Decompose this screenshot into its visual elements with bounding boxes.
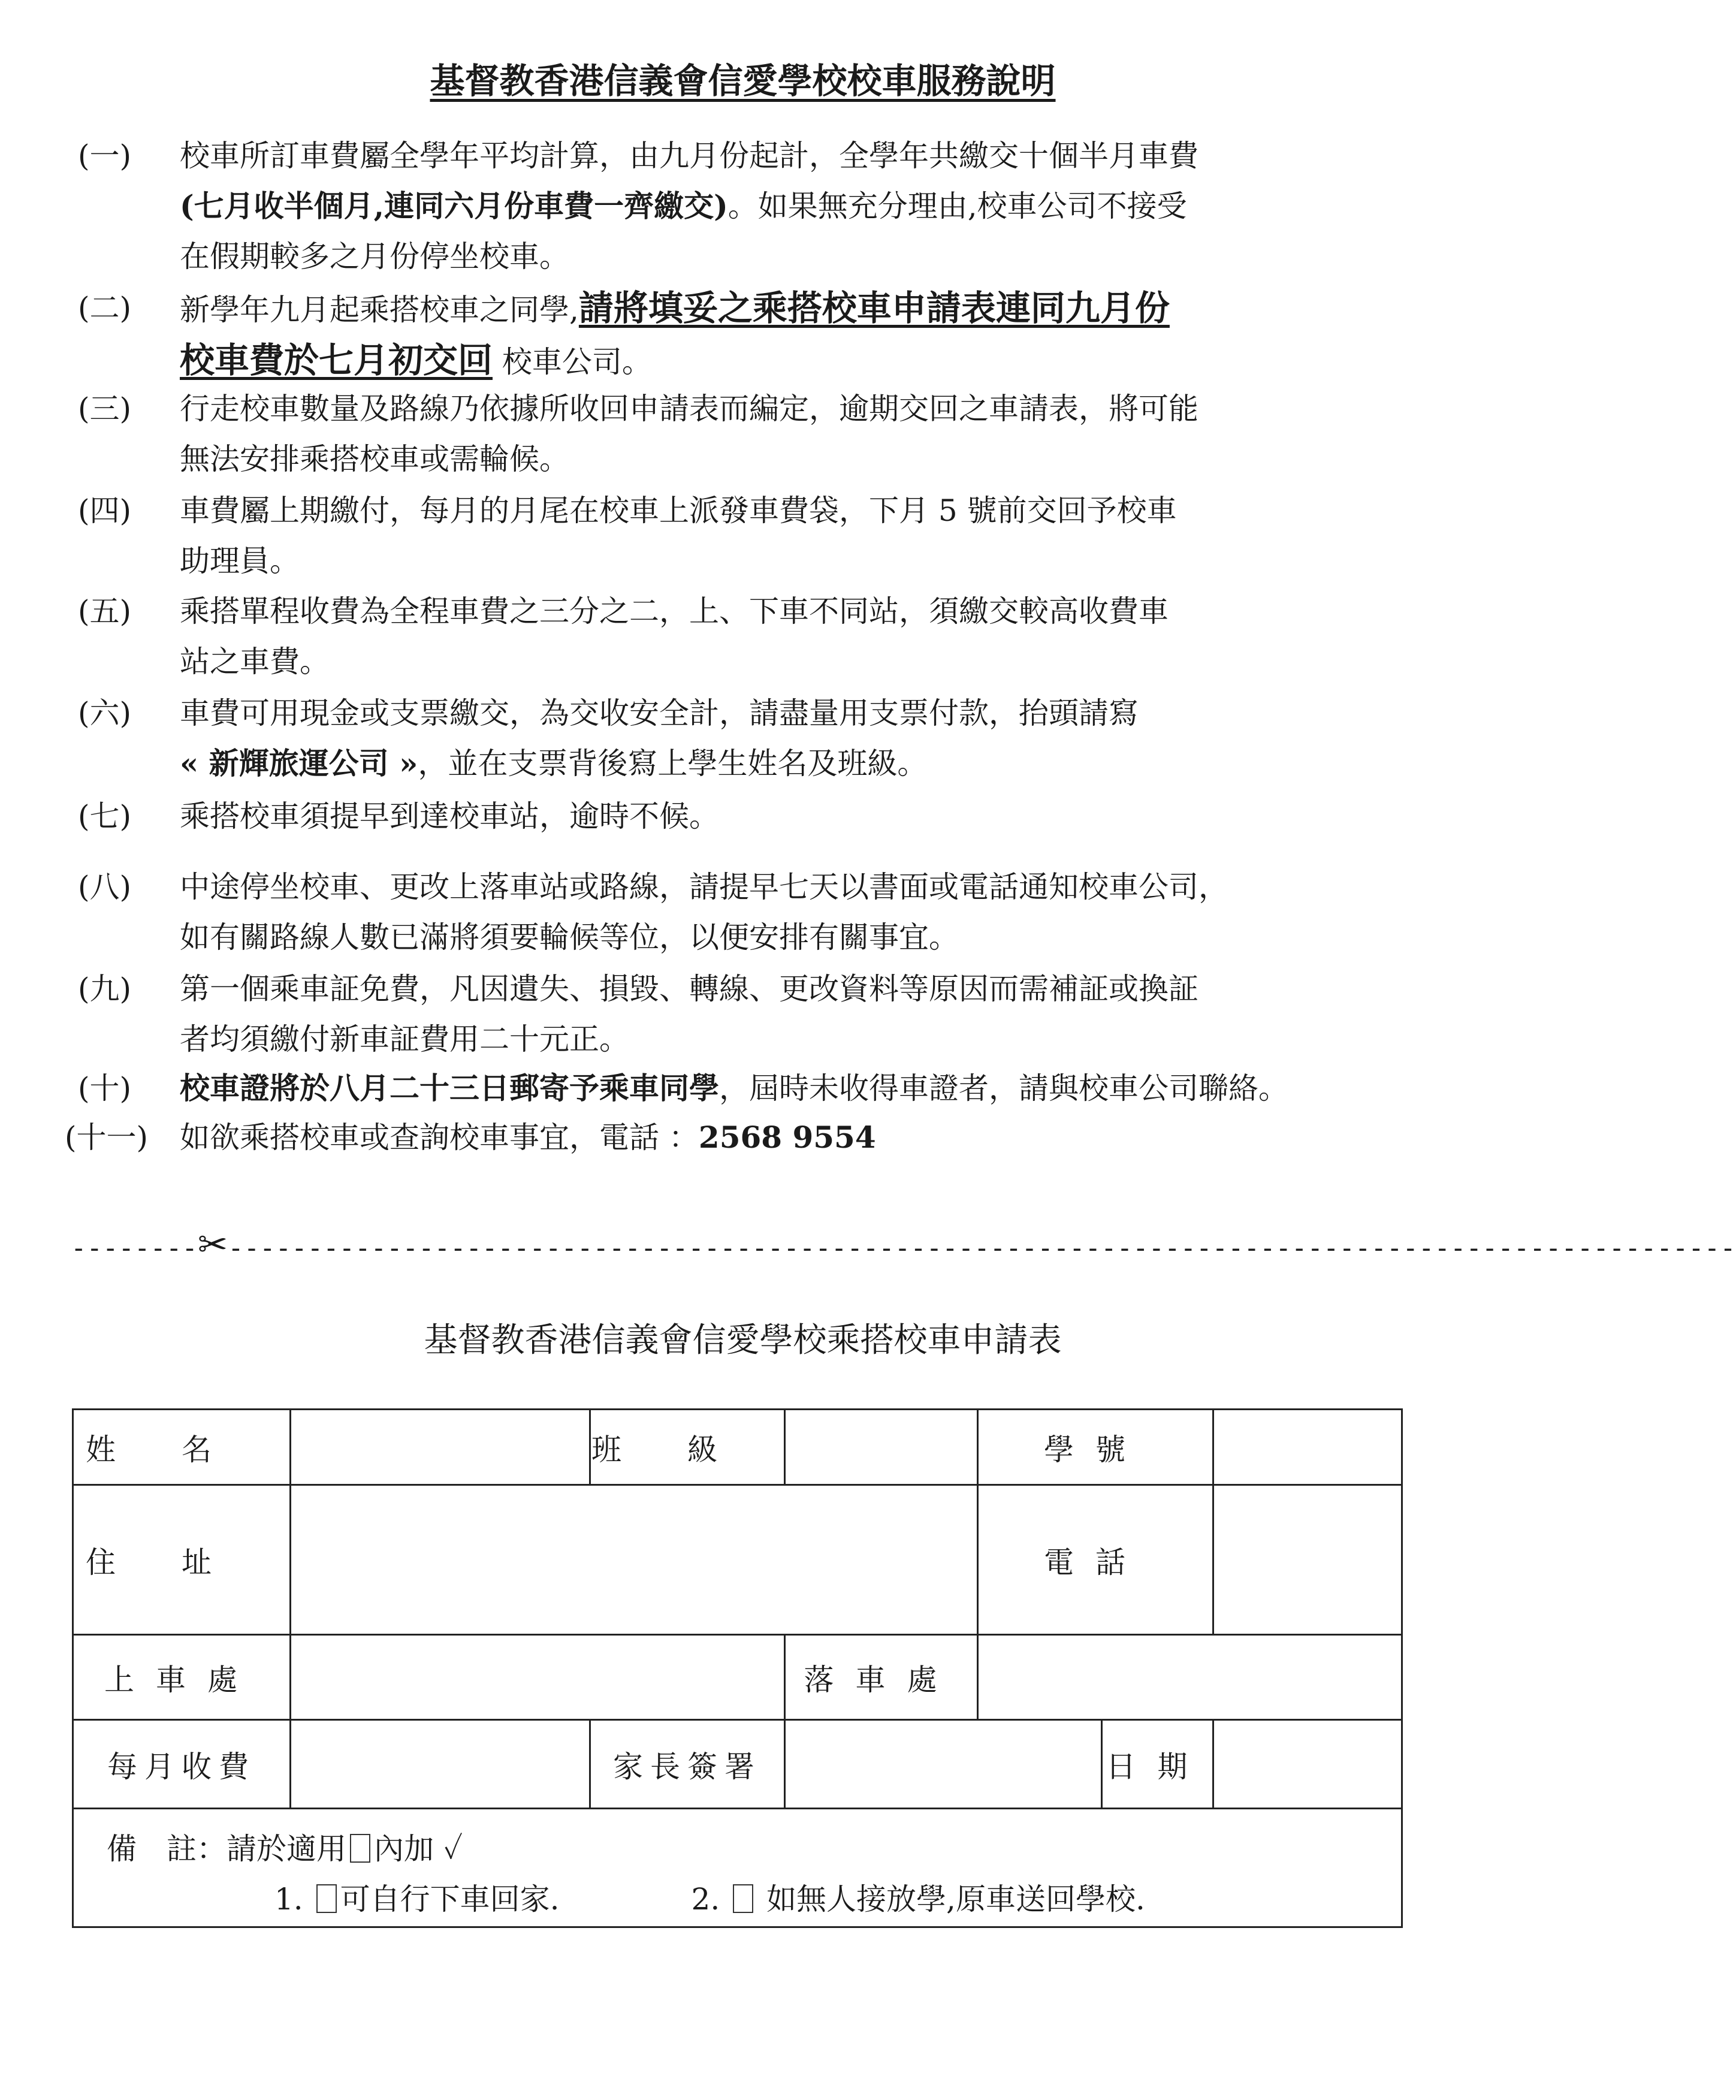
term-segment: 。如果無充分理由,校車公司不接受 xyxy=(727,189,1187,224)
form-title: 基督教香港信義會信愛學校乘搭校車申請表 xyxy=(424,1321,1062,1360)
term-text xyxy=(180,964,1402,1064)
term-text xyxy=(180,586,1402,687)
term-segment: ，屆時未收得車證者，請與校車公司聯絡。 xyxy=(719,1071,1288,1106)
term-line xyxy=(180,912,1402,962)
remarks-instruction-a: 請於適用 xyxy=(227,1832,346,1866)
term-number: (九) xyxy=(78,971,132,1006)
term-segment: 車費可用現金或支票繳交，為交收安全計，請盡量用支票付款，抬頭請寫 xyxy=(180,696,1139,731)
remarks-label: 備 註： xyxy=(107,1832,227,1866)
term-line xyxy=(180,862,1402,912)
scissors-icon: ✂ xyxy=(197,1224,228,1266)
term-number: (二) xyxy=(78,291,132,325)
name-label: 姓名 xyxy=(73,1410,291,1485)
term-number: (七) xyxy=(78,799,132,834)
term-segment: 如有關路線人數已滿將須要輪候等位，以便安排有關事宜。 xyxy=(180,920,959,955)
page-title: 基督教香港信義會信愛學校校車服務說明 xyxy=(430,61,1056,101)
term-line xyxy=(180,335,1402,387)
term-segment: 校車費於七月初交回 xyxy=(180,340,493,381)
option1 xyxy=(274,1882,560,1917)
pickup-label: 上車處 xyxy=(73,1635,291,1720)
term-line xyxy=(180,1112,1402,1163)
term-text xyxy=(180,1112,1402,1163)
term-number: (八) xyxy=(78,870,132,904)
option2 xyxy=(692,1882,1145,1917)
term-number: (一) xyxy=(78,138,132,173)
term-segment: « 新輝旅運公司 » xyxy=(180,746,418,781)
cut-line xyxy=(71,1224,1736,1266)
parent-signature-label: 家長簽署 xyxy=(590,1720,785,1809)
pickup-field[interactable] xyxy=(291,1635,785,1720)
term-line xyxy=(180,738,1402,789)
dropoff-label: 落車處 xyxy=(785,1635,978,1720)
option2-num: 2. xyxy=(691,1882,720,1917)
class-label: 班級 xyxy=(590,1410,785,1485)
phone-field[interactable] xyxy=(1213,1485,1402,1635)
term-line xyxy=(180,586,1402,636)
monthly-fee-label: 每月收費 xyxy=(73,1720,291,1809)
remarks-instruction-b: 內加 xyxy=(374,1832,434,1866)
term-segment: 2568 9554 xyxy=(698,1120,876,1155)
term-segment: 乘搭單程收費為全程車費之三分之二，上、下車不同站，須繳交較高收費車 xyxy=(180,594,1169,629)
term-segment: ，並在支票背後寫上學生姓名及班級。 xyxy=(418,746,928,781)
term-line xyxy=(180,636,1402,687)
term-segment: 無法安排乘搭校車或需輪候。 xyxy=(180,442,569,476)
parent-signature-field[interactable] xyxy=(785,1720,1102,1809)
term-line xyxy=(180,131,1402,181)
term-line xyxy=(180,485,1402,536)
term-segment: 校車公司。 xyxy=(493,345,652,379)
remarks-options xyxy=(274,1875,1401,1918)
term-segment: 如欲乘搭校車或查詢校車事宜，電話 ： xyxy=(180,1120,699,1155)
term-text xyxy=(180,1063,1402,1114)
application-form xyxy=(72,1408,1403,1928)
term-line xyxy=(180,181,1402,231)
term-number: (三) xyxy=(78,391,132,426)
term-segment: 第一個乘車証免費，凡因遺失、損毀、轉線、更改資料等原因而需補証或換証 xyxy=(180,971,1198,1006)
term-text xyxy=(180,688,1402,789)
sample-checkbox-icon xyxy=(350,1834,370,1863)
term-segment: 校車所訂車費屬全學年平均計算，由九月份起計，全學年共繳交十個半月車費 xyxy=(180,138,1198,173)
cut-line-left: -------- xyxy=(71,1233,198,1263)
option1-num: 1. xyxy=(274,1882,303,1917)
term-line xyxy=(180,791,1402,841)
date-field[interactable] xyxy=(1213,1720,1402,1809)
term-segment: 校車證將於八月二十三日郵寄予乘車同學 xyxy=(180,1070,719,1106)
term-text xyxy=(180,862,1402,962)
term-segment: 助理員。 xyxy=(180,544,300,578)
term-segment: 車費屬上期繳付，每月的月尾在校車上派發車費袋，下月 5 號前交回予校車 xyxy=(180,493,1177,528)
student-no-field[interactable] xyxy=(1213,1410,1402,1485)
option2-text: 如無人接放學,原車送回學校. xyxy=(766,1882,1145,1917)
cut-line-right: ----------------------------------------------------------------------------------------------- xyxy=(228,1233,1736,1263)
term-text xyxy=(180,283,1402,387)
remarks-instruction xyxy=(107,1825,1401,1868)
dropoff-field[interactable] xyxy=(978,1635,1402,1720)
term-segment: (七月收半個月,連同六月份車費一齊繳交) xyxy=(180,188,728,224)
checkmark-icon: ✓ xyxy=(443,1832,463,1866)
term-line xyxy=(180,283,1402,335)
term-line xyxy=(180,964,1402,1014)
option2-checkbox[interactable] xyxy=(733,1884,753,1913)
term-segment: 站之車費。 xyxy=(180,644,330,679)
term-line xyxy=(180,434,1402,484)
student-no-label: 學號 xyxy=(978,1410,1213,1485)
term-line xyxy=(180,1014,1402,1064)
term-segment: 者均須繳付新車証費用二十元正。 xyxy=(180,1022,629,1057)
term-segment: 請將填妥之乘搭校車申請表連同九月份 xyxy=(578,288,1170,328)
option1-text: 可自行下車回家. xyxy=(340,1882,560,1917)
term-number: (六) xyxy=(78,696,132,731)
term-number: (十一) xyxy=(65,1120,149,1155)
term-line xyxy=(180,536,1402,586)
term-line xyxy=(180,1063,1402,1114)
name-field[interactable] xyxy=(291,1410,590,1485)
address-label: 住址 xyxy=(73,1485,291,1635)
date-label: 日期 xyxy=(1102,1720,1213,1809)
option1-checkbox[interactable] xyxy=(316,1884,337,1913)
term-text xyxy=(180,791,1402,841)
term-number: (四) xyxy=(78,493,132,528)
address-field[interactable] xyxy=(291,1485,978,1635)
term-line xyxy=(180,231,1402,282)
term-number: (五) xyxy=(78,594,132,629)
term-segment: 行走校車數量及路線乃依據所收回申請表而編定，逾期交回之車請表，將可能 xyxy=(180,391,1198,426)
monthly-fee-field[interactable] xyxy=(291,1720,590,1809)
remarks-cell xyxy=(73,1809,1402,1927)
term-text xyxy=(180,384,1402,484)
term-number: (十) xyxy=(78,1071,132,1106)
term-segment: 在假期較多之月份停坐校車。 xyxy=(180,239,569,274)
term-segment: 中途停坐校車、更改上落車站或路線，請提早七天以書面或電話通知校車公司， xyxy=(180,870,1228,904)
term-text xyxy=(180,131,1402,282)
term-line xyxy=(180,688,1402,738)
class-field[interactable] xyxy=(785,1410,978,1485)
term-line xyxy=(180,384,1402,434)
phone-label: 電話 xyxy=(978,1485,1213,1635)
term-segment: 新學年九月起乘搭校車之同學, xyxy=(180,292,579,327)
term-segment: 乘搭校車須提早到達校車站，逾時不候。 xyxy=(180,799,719,834)
term-text xyxy=(180,485,1402,586)
